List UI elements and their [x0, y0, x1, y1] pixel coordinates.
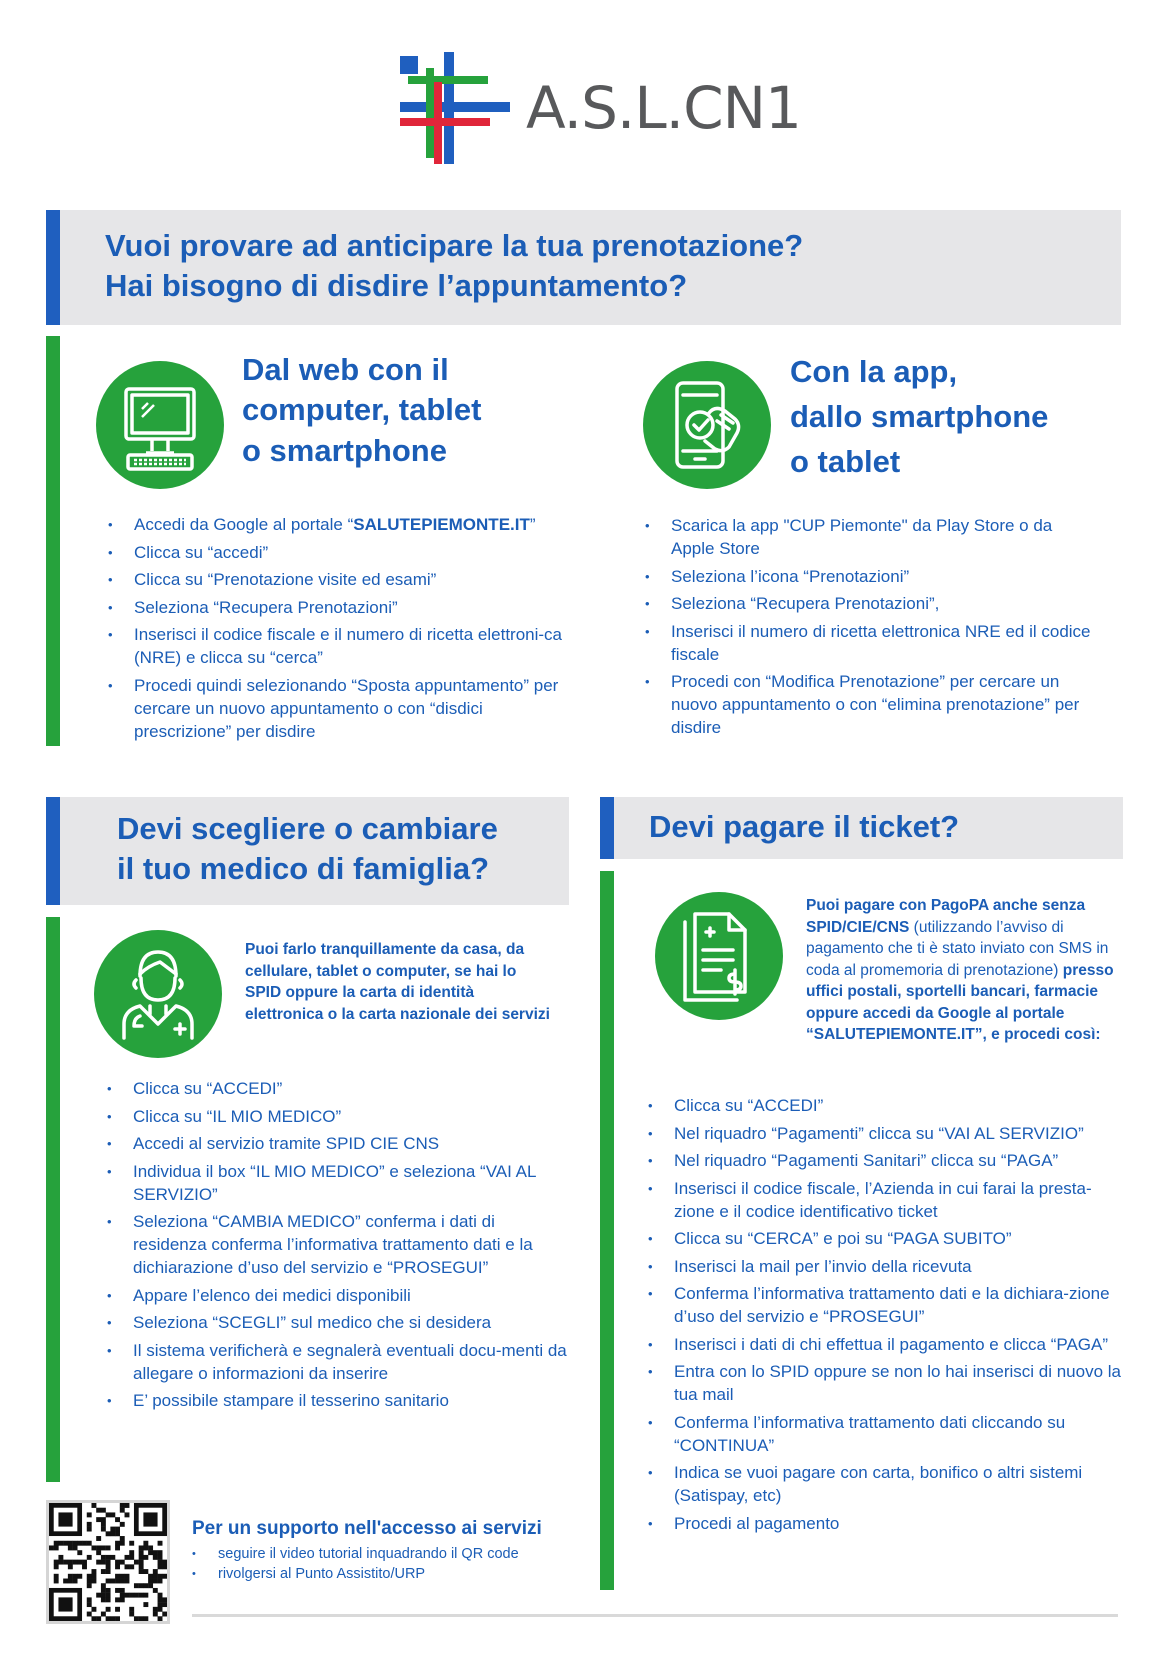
- ticket-step: • Inserisci il codice fiscale, l’Azienda in cui farai la presta-zione e il codice identificativo ticket: [648, 1177, 1123, 1223]
- medico-step: • Seleziona “CAMBIA MEDICO” conferma i dati di residenza conferma l’informativa trattamento dati e la dichiarazione d’uso del servizio e “PROSEGUI”: [107, 1210, 567, 1279]
- medico-title-line-1: Devi scegliere o cambiare: [117, 811, 498, 846]
- web-step: • Clicca su “accedi”: [108, 541, 578, 564]
- ticket-step: • Indica se vuoi pagare con carta, bonifico o altri sistemi (Satispay, etc): [648, 1461, 1123, 1507]
- ticket-step: • Nel riquadro “Pagamenti” clicca su “VAI AL SERVIZIO”: [648, 1122, 1123, 1145]
- medico-step: • Clicca su “IL MIO MEDICO”: [107, 1105, 567, 1128]
- medico-step: • E’ possibile stampare il tesserino sanitario: [107, 1389, 567, 1412]
- app-step: • Inserisci il numero di ricetta elettronica NRE ed il codice fiscale: [645, 620, 1095, 666]
- web-title-line-1: Dal web con il: [242, 352, 449, 387]
- ticket-section-bar: [600, 871, 614, 1590]
- ticket-step: • Inserisci i dati di chi effettua il pagamento e clicca “PAGA”: [648, 1333, 1123, 1356]
- app-title-line-2: dallo smartphone: [790, 398, 1049, 434]
- logo-text: A.S.L.CN1: [526, 74, 801, 142]
- ticket-step: • Procedi al pagamento: [648, 1512, 1123, 1535]
- doctor-icon: [94, 930, 222, 1058]
- ticket-step: • Inserisci la mail per l’invio della ricevuta: [648, 1255, 1123, 1278]
- ticket-step: • Conferma l’informativa trattamento dati e la dichiara-zione d’uso del servizio e “PROSEGUI”: [648, 1282, 1123, 1328]
- qr-code[interactable]: [46, 1500, 170, 1624]
- support-item: • seguire il video tutorial inquadrando il QR code: [192, 1544, 612, 1564]
- web-step: • Inserisci il codice fiscale e il numero di ricetta elettroni-ca (NRE) e clicca su “cerca”: [108, 623, 578, 669]
- medico-step: • Individua il box “IL MIO MEDICO” e seleziona “VAI AL SERVIZIO”: [107, 1160, 567, 1206]
- web-step: • Clicca su “Prenotazione visite ed esami”: [108, 568, 578, 591]
- computer-icon: [96, 361, 224, 489]
- ticket-intro: Puoi pagare con PagoPA anche senza SPID/CIE/CNS (utilizzando l’avviso di pagamento che ti è stato inviato con SMS in coda al promemoria di prenotazione) presso uffici postali, sportelli bancari, farmacie oppure accedi da Google al portale “SALUTEPIEMONTE.IT”, e procedi così:: [806, 897, 1114, 1043]
- ticket-step: • Clicca su “ACCEDI”: [648, 1094, 1123, 1117]
- app-steps-list: [645, 514, 1095, 744]
- web-title: [242, 350, 481, 471]
- app-title-line-1: Con la app,: [790, 354, 958, 389]
- medico-section-bar: [46, 917, 60, 1482]
- web-steps-list: [108, 513, 578, 747]
- main-banner: [46, 210, 1121, 325]
- web-section-bar: [46, 336, 60, 746]
- web-step: • Accedi da Google al portale “SALUTEPIEMONTE.IT”: [108, 513, 578, 536]
- app-step: • Procedi con “Modifica Prenotazione” per cercare un nuovo appuntamento o con “elimina prenotazione” per disdire: [645, 670, 1095, 739]
- ticket-step: • Clicca su “CERCA” e poi su “PAGA SUBITO”: [648, 1227, 1123, 1250]
- medico-title: [117, 809, 498, 890]
- web-icon-circle: [96, 361, 224, 489]
- web-title-line-3: o smartphone: [242, 432, 447, 468]
- ticket-header: [600, 797, 1123, 859]
- medico-step: • Clicca su “ACCEDI”: [107, 1077, 567, 1100]
- support-list: [192, 1544, 612, 1584]
- ticket-step: • Conferma l’informativa trattamento dati cliccando su “CONTINUA”: [648, 1411, 1123, 1457]
- web-step: • Seleziona “Recupera Prenotazioni”: [108, 596, 578, 619]
- app-step: • Scarica la app "CUP Piemonte" da Play Store o da Apple Store: [645, 514, 1095, 560]
- app-title-line-3: o tablet: [790, 443, 901, 479]
- cross-logo-icon: [400, 52, 510, 164]
- medico-header: [46, 797, 569, 905]
- web-step: • Procedi quindi selezionando “Sposta appuntamento” per cercare un nuovo appuntamento o con “disdici prescrizione” per disdire: [108, 674, 578, 743]
- footer-divider: [192, 1614, 1118, 1617]
- banner-line-1: Vuoi provare ad anticipare la tua prenotazione?: [105, 228, 804, 263]
- ticket-steps-list: [648, 1094, 1123, 1539]
- medico-step: • Il sistema verificherà e segnalerà eventuali docu-menti da allegare o informazioni da inserire: [107, 1339, 567, 1385]
- ticket-icon-circle: [655, 892, 783, 1020]
- medico-title-line-2: il tuo medico di famiglia?: [117, 851, 490, 887]
- qr-code-icon: [49, 1503, 167, 1621]
- banner-line-2: Hai bisogno di disdire l’appuntamento?: [105, 268, 688, 303]
- medico-step: • Seleziona “SCEGLI” sul medico che si desidera: [107, 1311, 567, 1334]
- medical-bill-icon: [655, 892, 783, 1020]
- smartphone-touch-icon: [643, 361, 771, 489]
- app-title: [790, 350, 1048, 485]
- support-title: Per un supporto nell'accesso ai servizi: [192, 1518, 542, 1539]
- web-title-line-2: computer, tablet: [242, 392, 482, 428]
- app-step: • Seleziona l’icona “Prenotazioni”: [645, 565, 1095, 588]
- medico-steps-list: [107, 1077, 567, 1417]
- medico-intro: Puoi farlo tranquillamente da casa, da cellulare, tablet o computer, se hai lo SPID oppure la carta di identità elettronica o la carta nazionale dei servizi: [245, 941, 550, 1023]
- medico-step: • Accedi al servizio tramite SPID CIE CNS: [107, 1132, 567, 1155]
- ticket-title: Devi pagare il ticket?: [649, 809, 960, 844]
- medico-icon-circle: [94, 930, 222, 1058]
- ticket-step: • Nel riquadro “Pagamenti Sanitari” clicca su “PAGA”: [648, 1149, 1123, 1172]
- medico-step: • Appare l’elenco dei medici disponibili: [107, 1284, 567, 1307]
- ticket-step: • Entra con lo SPID oppure se non lo hai inserisci di nuovo la tua mail: [648, 1360, 1123, 1406]
- app-step: • Seleziona “Recupera Prenotazioni”,: [645, 592, 1095, 615]
- app-icon-circle: [643, 361, 771, 489]
- support-item: • rivolgersi al Punto Assistito/URP: [192, 1564, 612, 1584]
- asl-logo: [400, 52, 801, 164]
